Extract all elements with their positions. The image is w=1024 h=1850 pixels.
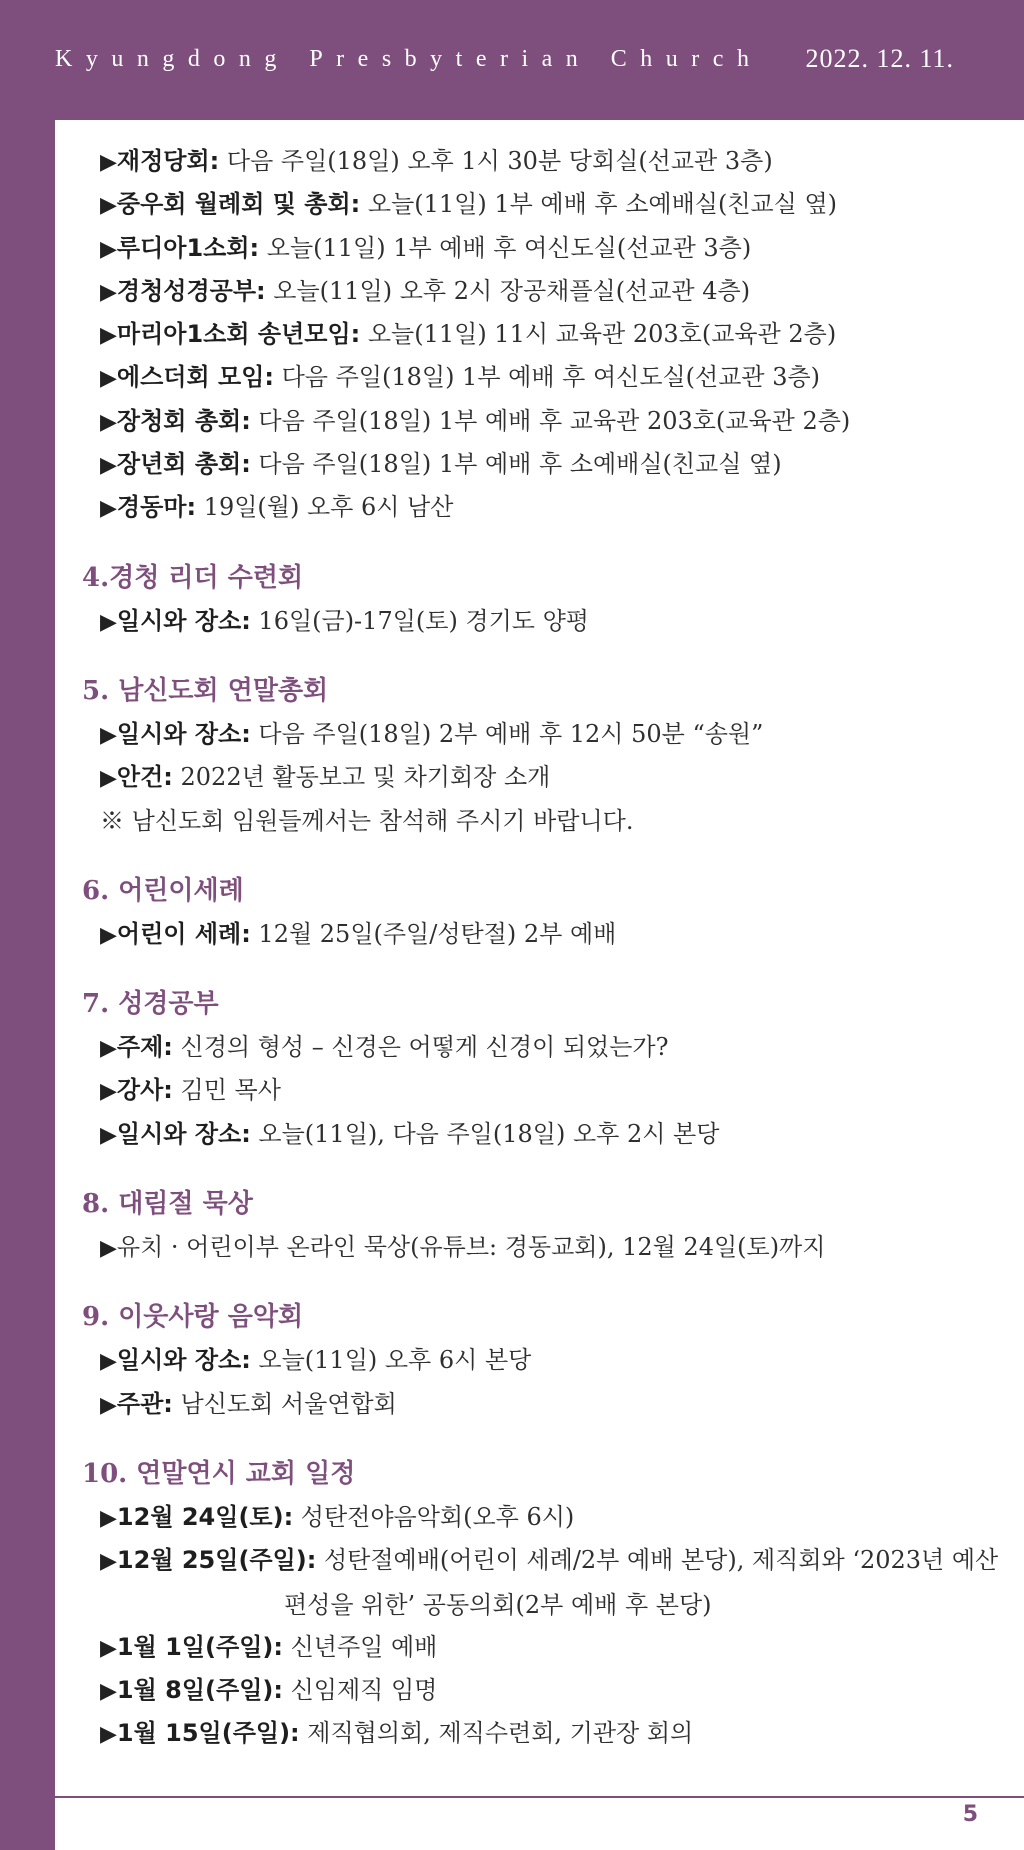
list-item — [80, 486, 1015, 529]
item-text: 오늘(11일), 다음 주일(18일) 오후 2시 본당 — [250, 1119, 720, 1148]
note-text — [80, 800, 1015, 843]
bullet-triangle-icon: ▶ — [100, 366, 117, 392]
item-label: 장청회 총회: — [116, 406, 251, 435]
item-text: 다음 주일(18일) 오후 1시 30분 당회실(선교관 3층) — [219, 147, 773, 175]
bullet-triangle-icon: ▶ — [100, 409, 117, 435]
announcement-list — [80, 140, 1015, 1756]
item-text: 다음 주일(18일) 2부 예배 후 12시 50분 “송원” — [250, 719, 764, 748]
item-label: 안건: — [116, 763, 173, 792]
item-text: 성탄절예배(어린이 세례/2부 예배 본당), 제직회와 ‘2023년 예산 — [316, 1546, 999, 1575]
section-heading: 8. 대림절 묵상 — [82, 1189, 253, 1220]
list-item — [80, 183, 1015, 226]
item-label: 루디아1소회: — [116, 233, 260, 262]
item-text: 2022년 활동보고 및 차기회장 소개 — [172, 763, 551, 792]
list-item — [80, 1712, 1015, 1755]
section-heading: 10. 연말연시 교회 일정 — [82, 1458, 356, 1489]
list-item — [80, 1026, 1015, 1069]
item-label: 경동마: — [116, 493, 197, 522]
item-label: 12월 24일(토): — [116, 1502, 294, 1531]
item-label: 강사: — [116, 1076, 173, 1105]
item-text: 16일(금)-17일(토) 경기도 양평 — [250, 606, 589, 635]
bullet-triangle-icon: ▶ — [100, 1392, 117, 1418]
bullet-triangle-icon: ▶ — [100, 1679, 117, 1705]
section-heading: 5. 남신도회 연말총회 — [82, 675, 329, 706]
list-item — [80, 443, 1015, 486]
item-label: 일시와 장소: — [116, 606, 251, 635]
item-text: 오늘(11일) 1부 예배 후 소예배실(친교실 옆) — [360, 190, 838, 219]
item-label: 경청성경공부: — [116, 276, 266, 305]
bullet-triangle-icon: ▶ — [100, 496, 117, 522]
item-text: 오늘(11일) 1부 예배 후 여신도실(선교관 3층) — [259, 233, 752, 262]
list-item — [80, 227, 1015, 270]
bullet-triangle-icon: ▶ — [100, 193, 117, 219]
bullet-triangle-icon: ▶ — [100, 922, 117, 948]
item-text: 19일(월) 오후 6시 남산 — [196, 493, 454, 522]
item-text-continued: 편성을 위한’ 공동의회(2부 예배 후 본당) — [284, 1590, 712, 1619]
section-heading: 7. 성경공부 — [82, 989, 219, 1020]
item-label: 1월 1일(주일): — [116, 1632, 283, 1661]
item-label: 주관: — [116, 1389, 173, 1418]
item-label: 12월 25일(주일): — [116, 1546, 317, 1575]
list-item — [80, 1669, 1015, 1712]
item-label: 에스더회 모임: — [116, 363, 274, 392]
item-text: 12월 25일(주일/성탄절) 2부 예배 — [250, 919, 617, 948]
bullet-triangle-icon: ▶ — [100, 1549, 117, 1575]
content-panel — [55, 120, 1024, 1850]
bullet-triangle-icon: ▶ — [100, 323, 117, 349]
bullet-triangle-icon: ▶ — [100, 1505, 117, 1531]
bullet-triangle-icon: ▶ — [100, 1122, 117, 1148]
page-number: 5 — [962, 1802, 978, 1827]
section-heading: 4.경청 리더 수련회 — [82, 562, 304, 593]
page-header — [0, 0, 1024, 120]
section-heading: 9. 이웃사랑 음악회 — [82, 1302, 304, 1333]
note-content: ※ 남신도회 임원들께서는 참석해 주시기 바랍니다. — [100, 806, 634, 835]
bullet-triangle-icon: ▶ — [100, 236, 117, 262]
item-text: 다음 주일(18일) 1부 예배 후 소예배실(친교실 옆) — [250, 450, 782, 479]
item-text: 김민 목사 — [172, 1076, 281, 1105]
list-item — [80, 1539, 1015, 1626]
item-label: 일시와 장소: — [116, 719, 251, 748]
item-label: 마리아1소회 송년모임: — [116, 320, 361, 349]
list-item — [80, 1496, 1015, 1539]
bullet-triangle-icon: ▶ — [100, 1349, 117, 1375]
list-item — [80, 1339, 1015, 1382]
item-text: 유치 · 어린이부 온라인 묵상(유튜브: 경동교회), 12월 24일(토)까지 — [116, 1233, 826, 1262]
item-text: 다음 주일(18일) 1부 예배 후 여신도실(선교관 3층) — [273, 363, 821, 392]
item-text: 오늘(11일) 오후 2시 장공채플실(선교관 4층) — [265, 276, 751, 305]
item-text: 제직협의회, 제직수련회, 기관장 회의 — [299, 1719, 694, 1748]
item-label: 재정당회: — [116, 147, 220, 175]
list-item — [80, 913, 1015, 956]
bullet-triangle-icon: ▶ — [100, 609, 117, 635]
bullet-triangle-icon: ▶ — [100, 150, 117, 175]
item-text: 신경의 형성 – 신경은 어떻게 신경이 되었는가? — [172, 1033, 669, 1062]
item-label: 중우회 월례회 및 총회: — [116, 190, 361, 219]
item-text: 성탄전야음악회(오후 6시) — [293, 1502, 575, 1531]
item-text: 남신도회 서울연합회 — [172, 1389, 397, 1418]
bullet-triangle-icon: ▶ — [100, 722, 117, 748]
item-text: 오늘(11일) 오후 6시 본당 — [250, 1346, 532, 1375]
bullet-triangle-icon: ▶ — [100, 1236, 117, 1262]
item-text: 다음 주일(18일) 1부 예배 후 교육관 203호(교육관 2층) — [250, 406, 851, 435]
list-item — [80, 356, 1015, 399]
bullet-triangle-icon: ▶ — [100, 453, 117, 479]
list-item — [80, 1383, 1015, 1426]
bullet-triangle-icon: ▶ — [100, 1722, 117, 1748]
list-item — [80, 140, 1015, 183]
list-item — [80, 313, 1015, 356]
footer-divider — [55, 1796, 1024, 1798]
list-item — [80, 1113, 1015, 1156]
bullet-triangle-icon: ▶ — [100, 279, 117, 305]
list-item — [80, 600, 1015, 643]
list-item — [80, 1626, 1015, 1669]
item-label: 1월 8일(주일): — [116, 1676, 283, 1705]
list-item — [80, 270, 1015, 313]
item-label: 어린이 세례: — [116, 919, 251, 948]
item-label: 일시와 장소: — [116, 1119, 251, 1148]
list-item — [80, 400, 1015, 443]
section-heading: 6. 어린이세례 — [82, 875, 244, 906]
bullet-triangle-icon: ▶ — [100, 1036, 117, 1062]
list-item — [80, 713, 1015, 756]
bullet-triangle-icon: ▶ — [100, 1079, 117, 1105]
item-label: 일시와 장소: — [116, 1346, 251, 1375]
item-label: 1월 15일(주일): — [116, 1719, 300, 1748]
item-label: 주제: — [116, 1033, 173, 1062]
item-text: 신임제직 임명 — [282, 1676, 438, 1705]
bullet-triangle-icon: ▶ — [100, 766, 117, 792]
list-item — [80, 756, 1015, 799]
bullet-triangle-icon: ▶ — [100, 1635, 117, 1661]
item-text: 신년주일 예배 — [282, 1632, 438, 1661]
item-text: 오늘(11일) 11시 교육관 203호(교육관 2층) — [360, 320, 837, 349]
bulletin-date: 2022. 12. 11. — [805, 44, 954, 73]
list-item — [80, 1226, 1015, 1269]
list-item — [80, 1069, 1015, 1112]
item-label: 장년회 총회: — [116, 450, 251, 479]
church-name: Kyungdong Presbyterian Church — [55, 46, 763, 72]
